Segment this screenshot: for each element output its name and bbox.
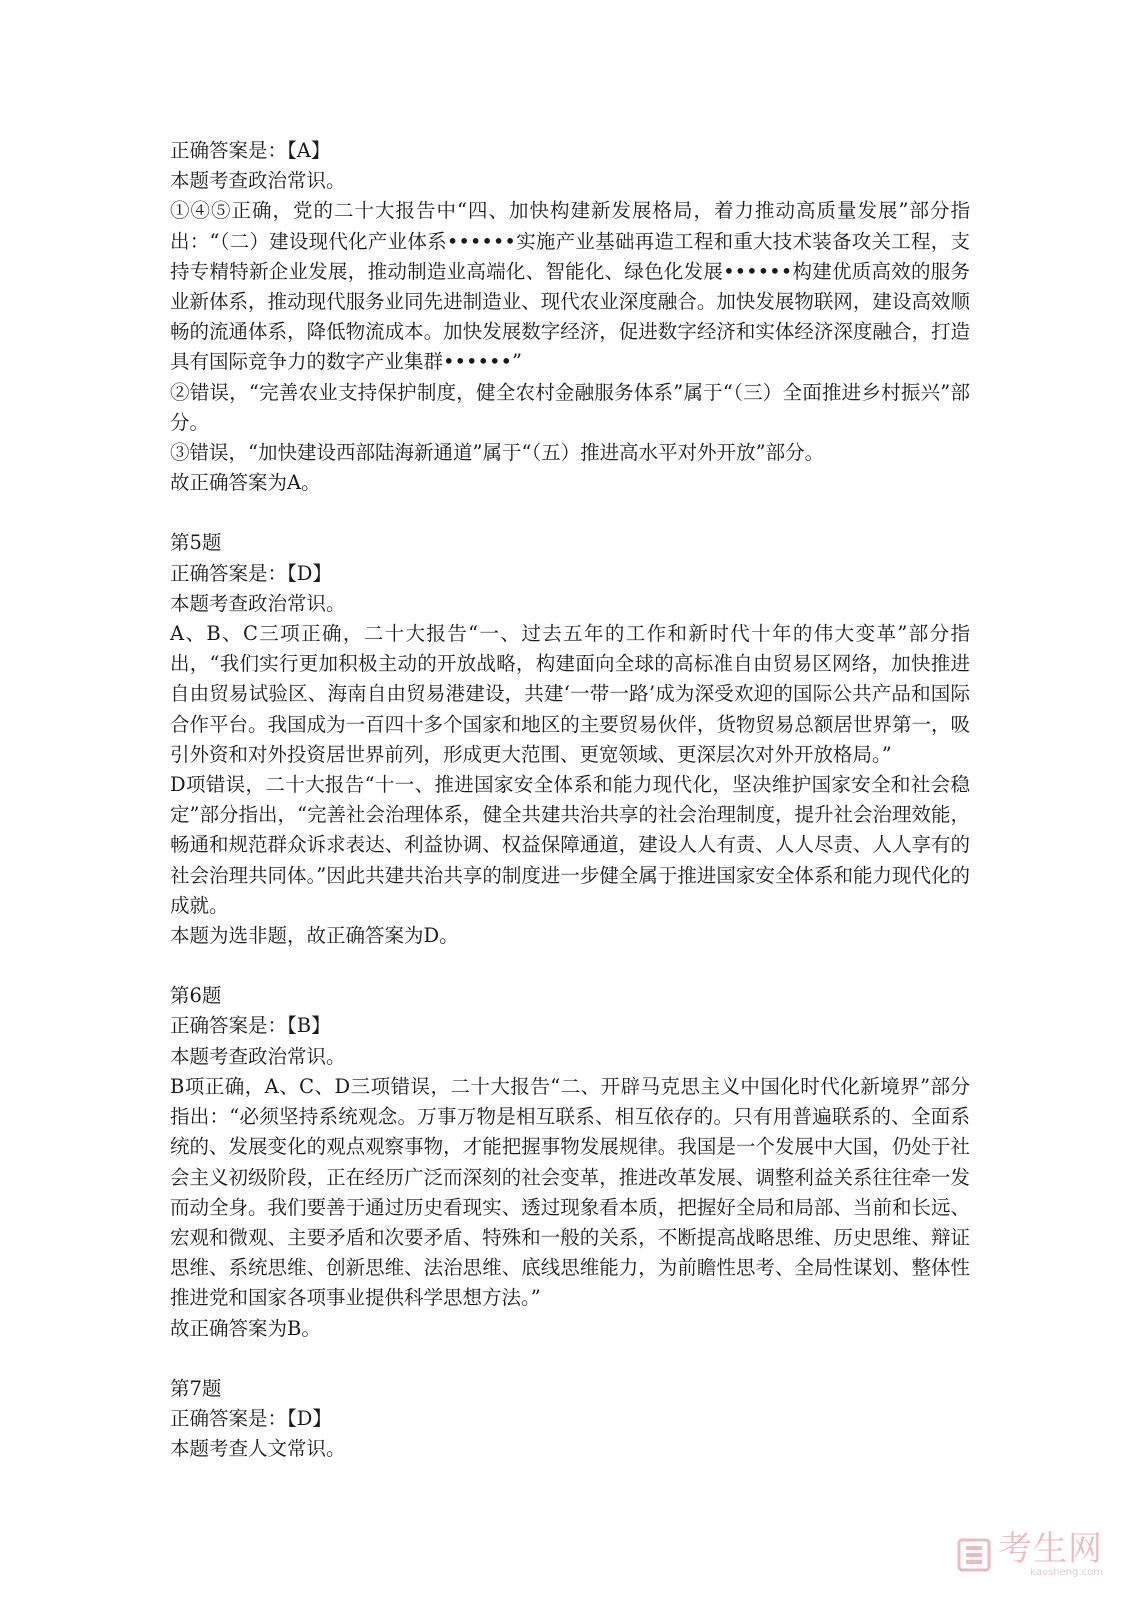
conclusion-line: 故正确答案为A。 — [170, 471, 321, 495]
explanation-paragraph: A、B、C三项正确，二十大报告“一、过去五年的工作和新时代十年的伟大变革”部分指出，“我们实行更加积极主动的开放战略，构建面向全球的高标准自由贸易区网络，加快推进自由贸易试验区、海南自由贸易港建设，共建‘一带一路’成为深受欢迎的国际公共产品和国际合作平台。我国成为一百四十多个国家和地区的主要贸易伙伴，货物贸易总额居世界第一，吸引外资和对外投资居世界前列，形成更大范围、更宽领域、更深层次对外开放格局。” — [170, 622, 970, 766]
explanation-paragraph: B项正确，A、C、D三项错误，二十大报告“二、开辟马克思主义中国化时代化新境界”部分指出：“必须坚持系统观念。万事万物是相互联系、相互依存的。只有用普遍联系的、全面系统的、发展变化的观点观察事物，才能把握事物发展规律。我国是一个发展中大国，仍处于社会主义初级阶段，正在经历广泛而深刻的社会变革，推进改革发展、调整利益关系往往牵一发而动全身。我们要善于通过历史看现实、透过现象看本质，把握好全局和局部、当前和长远、宏观和微观、主要矛盾和次要矛盾、特殊和一般的关系，不断提高战略思维、历史思维、辩证思维、系统思维、创新思维、法治思维、底线思维能力，为前瞻性思考、全局性谋划、整体性推进党和国家各项事业提供科学思想方法。” — [170, 1074, 970, 1310]
topic-line: 本题考查政治常识。 — [170, 591, 346, 615]
explanation-paragraph: ③错误，“加快建设西部陆海新通道”属于“（五）推进高水平对外开放”部分。 — [170, 441, 825, 465]
topic-line: 本题考查政治常识。 — [170, 1044, 346, 1068]
conclusion-line: 故正确答案为B。 — [170, 1316, 321, 1340]
kaosheng-logo-icon — [956, 1537, 992, 1573]
question-heading: 第7题 — [170, 1376, 222, 1400]
correct-answer: 正确答案是：【D】 — [170, 1406, 332, 1430]
watermark-url: kaosheng.com — [1030, 1567, 1103, 1578]
question-heading: 第5题 — [170, 531, 222, 555]
explanation-paragraph: ①④⑤正确，党的二十大报告中“四、加快构建新发展格局，着力推动高质量发展”部分指出：“（二）建设现代化产业体系••••••实施产业基础再造工程和重大技术装备攻关工程，支持专精特新企业发展，推动制造业高端化、智能化、绿色化发展••••••构建优质高效的服务业新体系，推动现代服务业同先进制造业、现代农业深度融合。加快发展物联网，建设高效顺畅的流通体系，降低物流成本。加快发展数字经济，促进数字经济和实体经济深度融合，打造具有国际竞争力的数字产业集群••••••” — [170, 199, 970, 374]
correct-answer: 正确答案是：【A】 — [170, 139, 331, 162]
conclusion-line: 本题为选非题，故正确答案为D。 — [170, 924, 459, 948]
explanation-paragraph: ②错误，“完善农业支持保护制度，健全农村金融服务体系”属于“（三）全面推进乡村振兴”部分。 — [170, 380, 970, 434]
question-heading: 第6题 — [170, 984, 222, 1008]
answer-section-4 — [170, 136, 970, 498]
answer-section-7 — [170, 1374, 970, 1465]
correct-answer: 正确答案是：【D】 — [170, 561, 332, 585]
watermark — [956, 1529, 1103, 1578]
topic-line: 本题考查政治常识。 — [170, 169, 346, 193]
watermark-name: 考生网 — [998, 1529, 1103, 1569]
explanation-paragraph: D项错误，二十大报告“十一、推进国家安全体系和能力现代化，坚决维护国家安全和社会稳定”部分指出，“完善社会治理体系，健全共建共治共享的社会治理制度，提升社会治理效能，畅通和规范群众诉求表达、利益协调、权益保障通道，建设人人有责、人人尽责、人人享有的社会治理共同体。”因此共建共治共享的制度进一步健全属于推进国家安全体系和能力现代化的成就。 — [170, 773, 970, 917]
correct-answer: 正确答案是：【B】 — [170, 1014, 331, 1038]
answer-section-6 — [170, 981, 970, 1343]
document-page — [170, 136, 970, 1464]
topic-line: 本题考查人文常识。 — [170, 1437, 346, 1461]
answer-section-5 — [170, 528, 970, 951]
